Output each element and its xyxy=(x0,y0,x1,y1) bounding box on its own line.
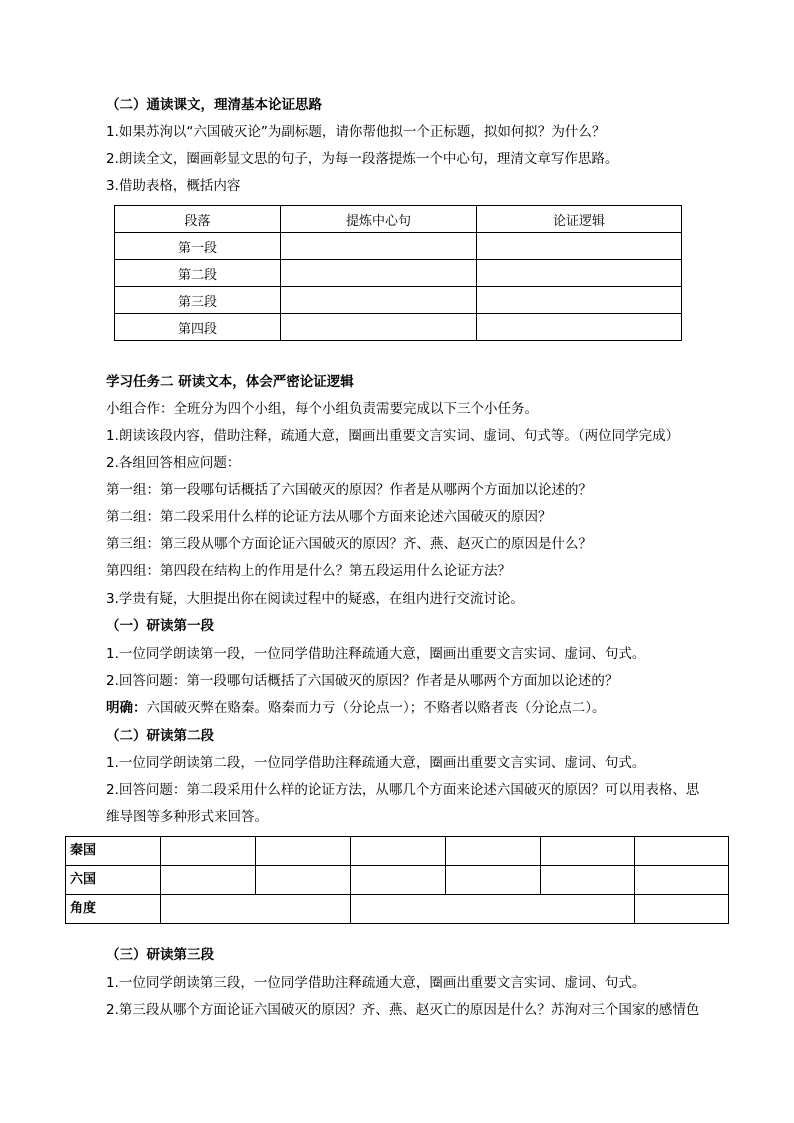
answer-cell[interactable] xyxy=(281,233,477,260)
section-heading-paragraph-three: （三）研读第三段 xyxy=(106,947,214,963)
instruction-line: 2.回答问题：第一段哪句话概括了六国破灭的原因？作者是从哪两个方面加以论述的？ xyxy=(106,673,619,689)
table-row xyxy=(115,287,682,314)
instruction-line: 2.回答问题：第二段采用什么样的论证方法，从哪几个方面来论述六国破灭的原因？可以用表格、思 xyxy=(106,782,700,798)
table-row xyxy=(66,895,729,924)
answer-cell[interactable] xyxy=(161,895,351,924)
answer-cell[interactable] xyxy=(477,260,682,287)
section-heading-read-text: （二）通读课文，理清基本论证思路 xyxy=(106,97,322,113)
table-header-cell: 段落 xyxy=(115,206,281,233)
row-label-cell: 六国 xyxy=(66,866,161,895)
answer-cell[interactable] xyxy=(161,837,256,866)
answer-cell[interactable] xyxy=(446,866,541,895)
answer-cell[interactable] xyxy=(477,233,682,260)
comparison-table xyxy=(65,836,729,924)
answer-cell[interactable] xyxy=(351,895,635,924)
instruction-line: 1.一位同学朗读第三段，一位同学借助注释疏通大意，圈画出重要文言实词、虚词、句式。 xyxy=(106,975,646,991)
answer-cell[interactable] xyxy=(351,866,446,895)
table-row xyxy=(66,866,729,895)
table-row xyxy=(115,314,682,341)
answer-cell[interactable] xyxy=(635,895,729,924)
group-question-line: 第二组：第二段采用什么样的论证方法从哪个方面来论述六国破灭的原因？ xyxy=(106,509,552,525)
table-header-cell: 论证逻辑 xyxy=(477,206,682,233)
group-work-line: 小组合作：全班分为四个小组，每个小组负责需要完成以下三个小任务。 xyxy=(106,401,538,417)
answer-cell[interactable] xyxy=(281,314,477,341)
answer-cell[interactable] xyxy=(635,837,729,866)
answer-text: 六国破灭弊在赂秦。赂秦而力亏（分论点一）；不赂者以赂者丧（分论点二）。 xyxy=(146,700,606,716)
answer-cell[interactable] xyxy=(477,287,682,314)
answer-cell[interactable] xyxy=(256,837,351,866)
question-line: 2.朗读全文，圈画彰显文思的句子，为每一段落提炼一个中心句，理清文章写作思路。 xyxy=(106,151,619,167)
task-two-heading: 学习任务二 研读文本，体会严密论证逻辑 xyxy=(106,374,354,390)
answer-cell[interactable] xyxy=(477,314,682,341)
instruction-line: 3.学贵有疑，大胆提出你在阅读过程中的疑惑，在组内进行交流讨论。 xyxy=(106,591,524,607)
section-heading-paragraph-one: （一）研读第一段 xyxy=(106,618,214,634)
summary-table xyxy=(114,205,682,341)
table-row xyxy=(66,837,729,866)
instruction-line: 2.各组回答相应问题： xyxy=(106,455,241,471)
instruction-line: 2.第三段从哪个方面论证六国破灭的原因？齐、燕、赵灭亡的原因是什么？苏洵对三个国家的感情色 xyxy=(106,1002,700,1018)
paragraph-label-cell: 第四段 xyxy=(115,314,281,341)
answer-cell[interactable] xyxy=(281,260,477,287)
answer-cell[interactable] xyxy=(541,866,635,895)
table-row xyxy=(115,260,682,287)
answer-cell[interactable] xyxy=(281,287,477,314)
instruction-line: 1.一位同学朗读第一段，一位同学借助注释疏通大意，圈画出重要文言实词、虚词、句式。 xyxy=(106,646,646,662)
table-header-cell: 提炼中心句 xyxy=(281,206,477,233)
paragraph-label-cell: 第一段 xyxy=(115,233,281,260)
table-header-row xyxy=(115,206,682,233)
answer-cell[interactable] xyxy=(446,837,541,866)
row-label-cell: 秦国 xyxy=(66,837,161,866)
instruction-line-continued: 维导图等多种形式来回答。 xyxy=(106,809,268,825)
question-line: 3.借助表格，概括内容 xyxy=(106,178,241,194)
answer-cell[interactable] xyxy=(161,866,256,895)
question-line: 1.如果苏洵以“六国破灭论”为副标题，请你帮他拟一个正标题，拟如何拟？为什么？ xyxy=(106,124,606,140)
table-row xyxy=(115,233,682,260)
answer-line xyxy=(106,699,606,717)
group-question-line: 第四组：第四段在结构上的作用是什么？第五段运用什么论证方法？ xyxy=(106,563,511,579)
instruction-line: 1.朗读该段内容，借助注释，疏通大意，圈画出重要文言实词、虚词、句式等。（两位同学完成） xyxy=(106,428,680,444)
group-question-line: 第一组：第一段哪句话概括了六国破灭的原因？作者是从哪两个方面加以论述的？ xyxy=(106,482,592,498)
section-heading-paragraph-two: （二）研读第二段 xyxy=(106,728,214,744)
group-question-line: 第三组：第三段从哪个方面论证六国破灭的原因？齐、燕、赵灭亡的原因是什么？ xyxy=(106,536,592,552)
instruction-line: 1.一位同学朗读第二段，一位同学借助注释疏通大意，圈画出重要文言实词、虚词、句式。 xyxy=(106,755,646,771)
answer-cell[interactable] xyxy=(635,866,729,895)
answer-label: 明确： xyxy=(106,700,147,716)
paragraph-label-cell: 第三段 xyxy=(115,287,281,314)
answer-cell[interactable] xyxy=(351,837,446,866)
answer-cell[interactable] xyxy=(256,866,351,895)
paragraph-label-cell: 第二段 xyxy=(115,260,281,287)
answer-cell[interactable] xyxy=(541,837,635,866)
row-label-cell: 角度 xyxy=(66,895,161,924)
